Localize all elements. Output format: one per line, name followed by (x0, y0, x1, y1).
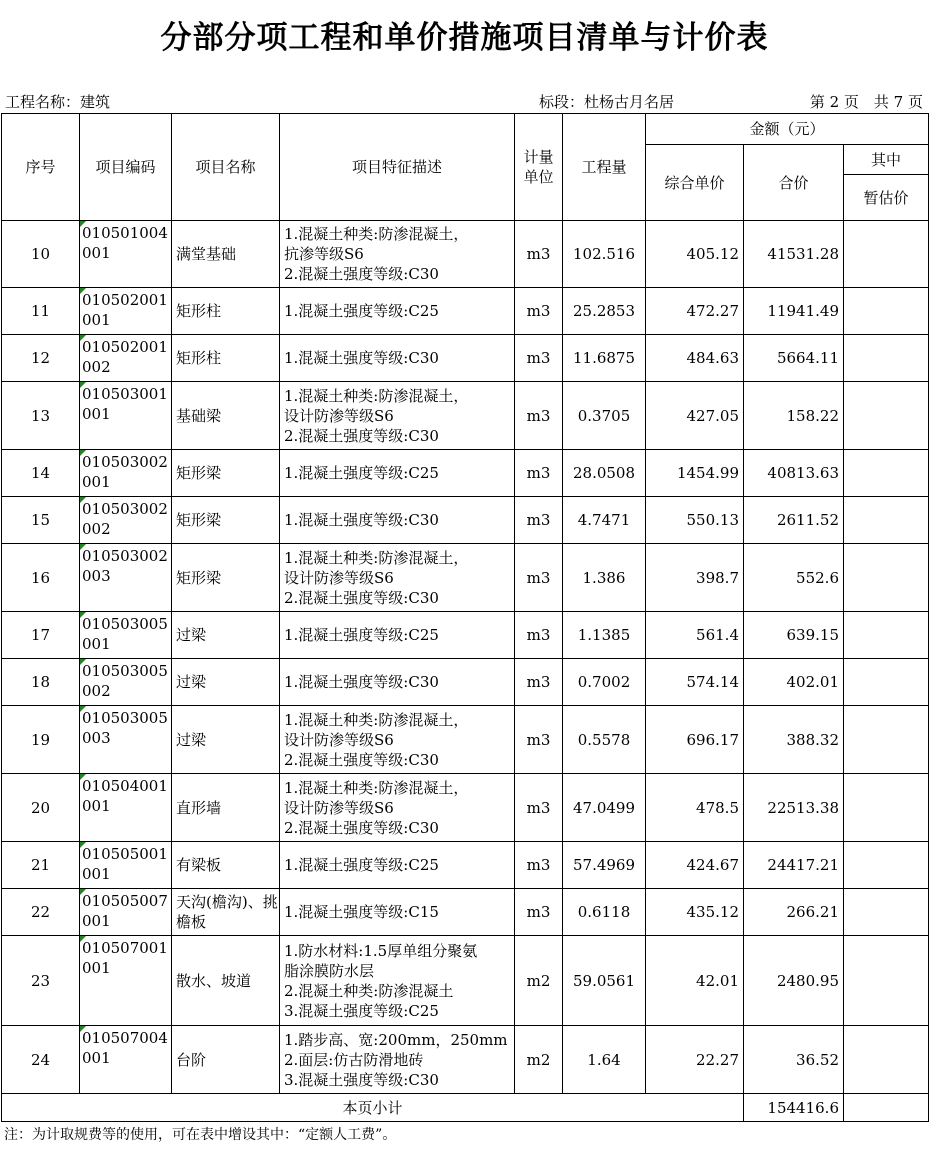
cell-seq: 13 (2, 382, 80, 450)
cell-qty: 25.2853 (563, 288, 646, 335)
cell-code (80, 335, 172, 382)
cell-seq: 15 (2, 497, 80, 544)
cell-desc: 1.混凝土强度等级:C25 (280, 612, 515, 659)
cell-provisional (844, 335, 929, 382)
cell-unit: m3 (515, 221, 563, 288)
cell-provisional (844, 659, 929, 706)
cell-name: 满堂基础 (172, 221, 280, 288)
cell-total: 36.52 (744, 1026, 844, 1094)
comment-marker-icon (80, 842, 86, 848)
header-unit-price: 综合单价 (646, 145, 744, 221)
cell-provisional (844, 774, 929, 842)
cell-unit-price: 478.5 (646, 774, 744, 842)
cell-total: 639.15 (744, 612, 844, 659)
comment-marker-icon (80, 774, 86, 780)
cell-desc: 1.混凝土强度等级:C30 (280, 335, 515, 382)
cell-unit: m3 (515, 288, 563, 335)
cell-code (80, 382, 172, 450)
subtotal-provisional (844, 1094, 929, 1122)
cell-name: 台阶 (172, 1026, 280, 1094)
cell-desc: 1.混凝土强度等级:C15 (280, 889, 515, 936)
header-desc: 项目特征描述 (280, 114, 515, 221)
cell-unit: m3 (515, 889, 563, 936)
cell-qty: 1.1385 (563, 612, 646, 659)
cell-name: 基础梁 (172, 382, 280, 450)
cell-code (80, 1026, 172, 1094)
comment-marker-icon (80, 936, 86, 942)
cell-code (80, 706, 172, 774)
cell-desc: 1.混凝土强度等级:C30 (280, 659, 515, 706)
cell-desc: 1.混凝土强度等级:C25 (280, 450, 515, 497)
cell-total: 40813.63 (744, 450, 844, 497)
cell-name: 矩形梁 (172, 544, 280, 612)
cell-code-text: 010501004 001 (82, 224, 168, 262)
cell-desc: 1.混凝土种类:防渗混凝土， 设计防渗等级S6 2.混凝土强度等级:C30 (280, 774, 515, 842)
cell-unit: m2 (515, 1026, 563, 1094)
cell-unit: m3 (515, 335, 563, 382)
cell-unit: m3 (515, 544, 563, 612)
cell-total: 2480.95 (744, 936, 844, 1026)
header-qty: 工程量 (563, 114, 646, 221)
cell-unit: m3 (515, 706, 563, 774)
comment-marker-icon (80, 288, 86, 294)
table-row (2, 544, 929, 612)
cell-unit-price: 696.17 (646, 706, 744, 774)
cell-unit: m3 (515, 382, 563, 450)
section-label: 标段：杜杨古月名居 (539, 93, 675, 111)
cell-name: 直形墙 (172, 774, 280, 842)
cell-seq: 22 (2, 889, 80, 936)
table-row (2, 612, 929, 659)
table-row (2, 706, 929, 774)
cell-qty: 1.386 (563, 544, 646, 612)
cell-qty: 0.3705 (563, 382, 646, 450)
cell-seq: 24 (2, 1026, 80, 1094)
cell-provisional (844, 497, 929, 544)
cell-unit-price: 42.01 (646, 936, 744, 1026)
comment-marker-icon (80, 450, 86, 456)
cell-code-text: 010505001 001 (82, 845, 168, 883)
cell-unit: m3 (515, 774, 563, 842)
cell-unit-price: 574.14 (646, 659, 744, 706)
cell-unit: m3 (515, 659, 563, 706)
cell-total: 158.22 (744, 382, 844, 450)
subtotal-label: 本页小计 (2, 1094, 744, 1122)
table-row (2, 842, 929, 889)
cell-code (80, 936, 172, 1026)
pricing-table (1, 113, 929, 1122)
table-row (2, 288, 929, 335)
cell-code-text: 010505007 001 (82, 892, 168, 930)
cell-name: 天沟(檐沟)、挑檐板 (172, 889, 280, 936)
cell-total: 388.32 (744, 706, 844, 774)
table-row (2, 889, 929, 936)
header-of-which: 其中 (844, 145, 929, 175)
cell-name: 散水、坡道 (172, 936, 280, 1026)
cell-total: 11941.49 (744, 288, 844, 335)
cell-desc: 1.混凝土种类:防渗混凝土， 设计防渗等级S6 2.混凝土强度等级:C30 (280, 706, 515, 774)
cell-name: 矩形柱 (172, 288, 280, 335)
comment-marker-icon (80, 1026, 86, 1032)
header-provisional: 暂估价 (844, 175, 929, 221)
cell-desc: 1.踏步高、宽:200mm，250mm 2.面层:仿古防滑地砖 3.混凝土强度等级:C30 (280, 1026, 515, 1094)
cell-qty: 0.5578 (563, 706, 646, 774)
comment-marker-icon (80, 221, 86, 227)
cell-code-text: 010503002 001 (82, 453, 168, 491)
table-row (2, 450, 929, 497)
cell-desc: 1.混凝土强度等级:C25 (280, 842, 515, 889)
cell-total: 5664.11 (744, 335, 844, 382)
cell-seq: 10 (2, 221, 80, 288)
cell-unit-price: 435.12 (646, 889, 744, 936)
cell-provisional (844, 889, 929, 936)
table-row (2, 382, 929, 450)
cell-qty: 1.64 (563, 1026, 646, 1094)
cell-seq: 16 (2, 544, 80, 612)
cell-name: 矩形柱 (172, 335, 280, 382)
project-name: 工程名称：建筑 (5, 93, 111, 111)
cell-unit-price: 427.05 (646, 382, 744, 450)
header-name: 项目名称 (172, 114, 280, 221)
cell-unit-price: 472.27 (646, 288, 744, 335)
cell-desc: 1.混凝土种类:防渗混凝土， 设计防渗等级S6 2.混凝土强度等级:C30 (280, 544, 515, 612)
cell-code-text: 010502001 002 (82, 338, 168, 376)
cell-code-text: 010507004 001 (82, 1029, 168, 1067)
cell-code-text: 010503002 002 (82, 500, 168, 538)
cell-code-text: 010503005 002 (82, 662, 168, 700)
cell-seq: 12 (2, 335, 80, 382)
cell-qty: 0.6118 (563, 889, 646, 936)
cell-total: 402.01 (744, 659, 844, 706)
cell-provisional (844, 706, 929, 774)
page-title: 分部分项工程和单价措施项目清单与计价表 (160, 20, 769, 56)
cell-code-text: 010503002 003 (82, 547, 168, 585)
cell-code-text: 010507001 001 (82, 939, 168, 977)
cell-desc: 1.防水材料:1.5厚单组分聚氨 脂涂膜防水层 2.混凝土种类:防渗混凝土 3.混凝土强度等级:C25 (280, 936, 515, 1026)
cell-qty: 4.7471 (563, 497, 646, 544)
cell-unit-price: 405.12 (646, 221, 744, 288)
header-code: 项目编码 (80, 114, 172, 221)
comment-marker-icon (80, 706, 86, 712)
table-row (2, 659, 929, 706)
cell-total: 22513.38 (744, 774, 844, 842)
cell-unit-price: 561.4 (646, 612, 744, 659)
cell-qty: 11.6875 (563, 335, 646, 382)
cell-unit-price: 484.63 (646, 335, 744, 382)
cell-desc: 1.混凝土种类:防渗混凝土， 设计防渗等级S6 2.混凝土强度等级:C30 (280, 382, 515, 450)
cell-provisional (844, 612, 929, 659)
cell-code-text: 010503005 001 (82, 615, 168, 653)
cell-provisional (844, 842, 929, 889)
cell-qty: 47.0499 (563, 774, 646, 842)
cell-qty: 0.7002 (563, 659, 646, 706)
cell-provisional (844, 936, 929, 1026)
page-indicator: 第 2 页 共 7 页 (809, 93, 923, 111)
table-row (2, 221, 929, 288)
comment-marker-icon (80, 497, 86, 503)
cell-desc: 1.混凝土强度等级:C30 (280, 497, 515, 544)
cell-code-text: 010504001 001 (82, 777, 168, 815)
cell-code (80, 774, 172, 842)
comment-marker-icon (80, 612, 86, 618)
cell-provisional (844, 288, 929, 335)
cell-total: 24417.21 (744, 842, 844, 889)
cell-unit-price: 550.13 (646, 497, 744, 544)
cell-seq: 11 (2, 288, 80, 335)
cell-unit-price: 22.27 (646, 1026, 744, 1094)
cell-unit-price: 424.67 (646, 842, 744, 889)
cell-desc: 1.混凝土种类:防渗混凝土， 抗渗等级S6 2.混凝土强度等级:C30 (280, 221, 515, 288)
cell-name: 过梁 (172, 612, 280, 659)
cell-provisional (844, 450, 929, 497)
table-row (2, 497, 929, 544)
header-seq: 序号 (2, 114, 80, 221)
cell-name: 过梁 (172, 659, 280, 706)
cell-code-text: 010503005 003 (82, 709, 168, 747)
subtotal-total: 154416.6 (744, 1094, 844, 1122)
cell-provisional (844, 382, 929, 450)
cell-name: 矩形梁 (172, 450, 280, 497)
header-amount: 金额（元） (646, 114, 929, 145)
cell-seq: 19 (2, 706, 80, 774)
comment-marker-icon (80, 335, 86, 341)
comment-marker-icon (80, 889, 86, 895)
cell-seq: 18 (2, 659, 80, 706)
cell-code-text: 010502001 001 (82, 291, 168, 329)
cell-code-text: 010503001 001 (82, 385, 168, 423)
cell-qty: 57.4969 (563, 842, 646, 889)
cell-total: 552.6 (744, 544, 844, 612)
cell-seq: 21 (2, 842, 80, 889)
table-row (2, 936, 929, 1026)
header-unit: 计量单位 (515, 114, 563, 221)
cell-seq: 23 (2, 936, 80, 1026)
cell-code (80, 612, 172, 659)
table-note: 注：为计取规费等的使用，可在表中增设其中：“定额人工费”。 (4, 1127, 397, 1143)
cell-unit: m3 (515, 497, 563, 544)
cell-unit-price: 1454.99 (646, 450, 744, 497)
comment-marker-icon (80, 382, 86, 388)
cell-unit: m3 (515, 612, 563, 659)
table-row (2, 1026, 929, 1094)
cell-code (80, 544, 172, 612)
comment-marker-icon (80, 544, 86, 550)
cell-total: 41531.28 (744, 221, 844, 288)
cell-code (80, 889, 172, 936)
cell-provisional (844, 544, 929, 612)
cell-code (80, 842, 172, 889)
table-row (2, 774, 929, 842)
cell-qty: 59.0561 (563, 936, 646, 1026)
cell-code (80, 221, 172, 288)
cell-name: 矩形梁 (172, 497, 280, 544)
cell-provisional (844, 221, 929, 288)
cell-code (80, 450, 172, 497)
cell-unit: m2 (515, 936, 563, 1026)
cell-total: 2611.52 (744, 497, 844, 544)
table-row (2, 335, 929, 382)
cell-unit-price: 398.7 (646, 544, 744, 612)
header-total: 合价 (744, 145, 844, 221)
comment-marker-icon (80, 659, 86, 665)
cell-code (80, 659, 172, 706)
cell-seq: 14 (2, 450, 80, 497)
cell-provisional (844, 1026, 929, 1094)
cell-code (80, 288, 172, 335)
cell-name: 过梁 (172, 706, 280, 774)
cell-code (80, 497, 172, 544)
cell-unit: m3 (515, 450, 563, 497)
cell-seq: 20 (2, 774, 80, 842)
cell-qty: 28.0508 (563, 450, 646, 497)
cell-qty: 102.516 (563, 221, 646, 288)
cell-total: 266.21 (744, 889, 844, 936)
cell-desc: 1.混凝土强度等级:C25 (280, 288, 515, 335)
cell-unit: m3 (515, 842, 563, 889)
cell-seq: 17 (2, 612, 80, 659)
cell-name: 有梁板 (172, 842, 280, 889)
